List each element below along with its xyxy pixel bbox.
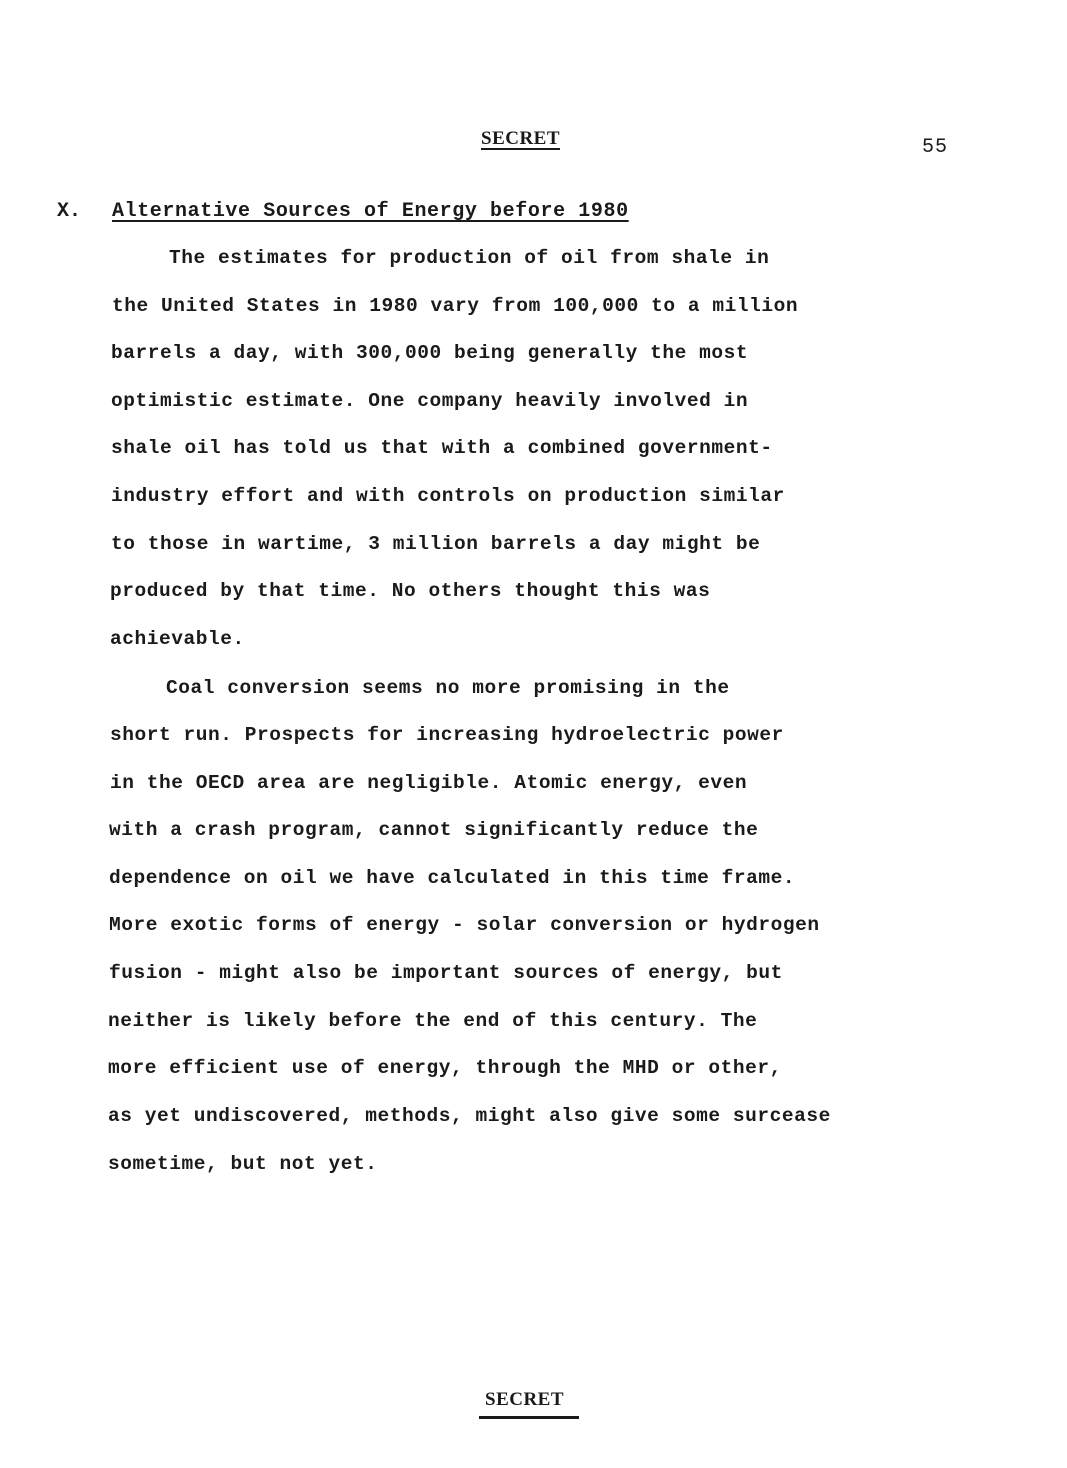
paragraph-line: Coal conversion seems no more promising in the (166, 677, 730, 699)
paragraph-line: the United States in 1980 vary from 100,000 to a million (112, 295, 799, 317)
section-heading: Alternative Sources of Energy before 1980 (112, 200, 629, 223)
classification-underline (479, 1416, 579, 1419)
page-number: 55 (922, 136, 949, 159)
paragraph-line: fusion - might also be important sources of energy, but (109, 962, 783, 984)
paragraph-line: neither is likely before the end of this century. The (108, 1010, 758, 1032)
classification-marking-top: SECRET (481, 128, 561, 149)
paragraph-line: as yet undiscovered, methods, might also give some surcease (108, 1105, 831, 1127)
paragraph-line: industry effort and with controls on production similar (111, 485, 785, 507)
paragraph-line: short run. Prospects for increasing hydroelectric power (110, 724, 784, 746)
paragraph-line: optimistic estimate. One company heavily involved in (111, 390, 749, 412)
paragraph-line: in the OECD area are negligible. Atomic energy, even (110, 772, 748, 794)
paragraph-line: produced by that time. No others thought this was (110, 580, 711, 602)
paragraph-line: dependence on oil we have calculated in this time frame. (109, 867, 796, 889)
paragraph-line: The estimates for production of oil from shale in (169, 247, 770, 269)
paragraph-line: with a crash program, cannot significantly reduce the (109, 819, 759, 841)
paragraph-line: to those in wartime, 3 million barrels a day might be (111, 533, 761, 555)
classification-marking-bottom: SECRET (485, 1389, 565, 1410)
section-number: X. (57, 200, 82, 223)
paragraph-line: achievable. (110, 628, 245, 650)
paragraph-line: barrels a day, with 300,000 being generally the most (111, 342, 749, 364)
paragraph-line: shale oil has told us that with a combined government- (111, 437, 773, 459)
paragraph-line: sometime, but not yet. (108, 1153, 378, 1175)
paragraph-line: more efficient use of energy, through the MHD or other, (108, 1057, 782, 1079)
paragraph-line: More exotic forms of energy - solar conversion or hydrogen (109, 914, 820, 936)
